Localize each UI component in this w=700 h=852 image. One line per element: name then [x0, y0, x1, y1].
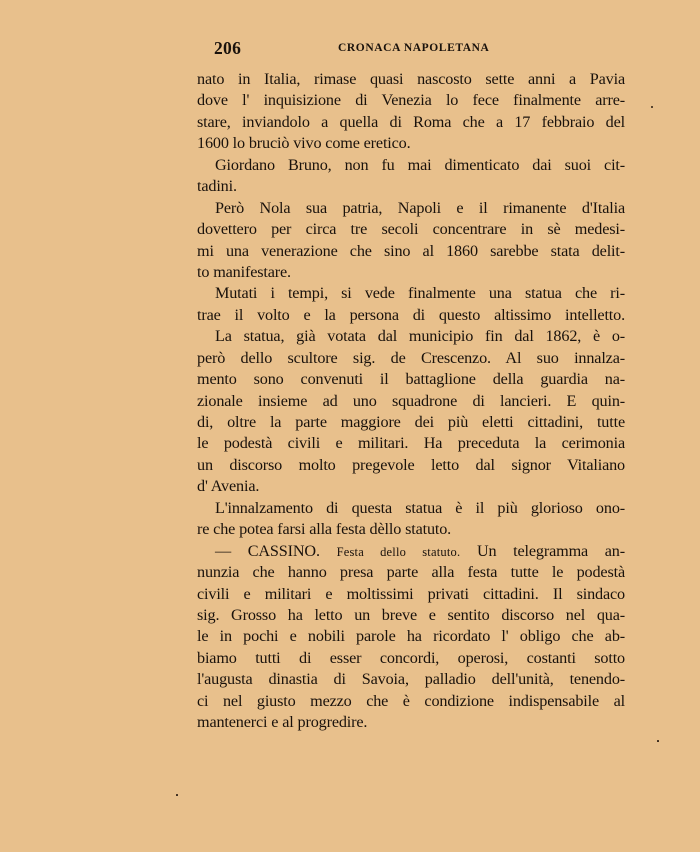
paper-speck	[176, 794, 178, 796]
text-line: un discorso molto pregevole letto dal signor Vitaliano	[197, 455, 625, 474]
text-line: Mutati i tempi, si vede finalmente una statua che ri-	[215, 284, 625, 303]
text-line: zionale insieme ad uno squadrone di lancieri. E quin-	[197, 391, 625, 410]
page-header	[210, 38, 630, 64]
text-line: mantenerci e al progredire.	[197, 713, 368, 732]
text-line: L'innalzamento di questa statua è il più glorioso ono-	[215, 498, 625, 517]
text-line: civili e militari e moltissimi privati cittadini. Il sindaco	[197, 584, 625, 603]
text-line: sig. Grosso ha letto un breve e sentito discorso nel qua-	[197, 605, 625, 624]
text-line: mi una venerazione che sino al 1860 sarebbe stata delit-	[197, 241, 625, 260]
text-line: biamo tutti di esser concordi, operosi, costanti sotto	[197, 648, 625, 667]
text-line: stare, inviandolo a quella di Roma che a 17 febbraio del	[197, 112, 625, 131]
text-line: to manifestare.	[197, 262, 291, 281]
cassino-prefix: — CASSINO.	[215, 541, 337, 560]
text-line: di, oltre la parte maggiore dei più eletti cittadini, tutte	[197, 413, 625, 431]
text-line: d' Avenia.	[197, 477, 260, 496]
text-line: nato in Italia, rimase quasi nascosto sette anni a Pavia	[197, 70, 625, 88]
text-line: Però Nola sua patria, Napoli e il rimanente d'Italia	[215, 198, 625, 217]
text-line: dove l' inquisizione di Venezia lo fece finalmente arre-	[197, 91, 625, 110]
text-line: nunzia che hanno presa parte alla festa tutte le podestà	[197, 563, 625, 582]
text-line: 1600 lo bruciò vivo come eretico.	[197, 134, 411, 153]
festa-statuto-smallcaps: Festa dello statuto.	[336, 544, 461, 559]
text-line: trae il volto e la persona di questo altissimo intelletto.	[197, 305, 625, 324]
paper-speck	[651, 106, 653, 108]
text-line: le podestà civili e militari. Ha preceduta la cerimonia	[197, 434, 625, 453]
text-line: ci nel giusto mezzo che è condizione indispensabile al	[197, 691, 625, 710]
text-line: dovettero per circa tre secoli concentrare in sè medesi-	[197, 220, 625, 239]
text-line: La statua, già votata dal municipio fin dal 1862, è o-	[215, 327, 625, 346]
running-title: CRONACA NAPOLETANA	[338, 42, 490, 54]
page-number: 206	[214, 38, 242, 58]
text-line: mento sono convenuti il battaglione della guardia na-	[197, 370, 625, 389]
text-line: re che potea farsi alla festa dèllo statuto.	[197, 520, 452, 539]
text-line: Giordano Bruno, non fu mai dimenticato dai suoi cit-	[215, 155, 625, 174]
text-line: le in pochi e nobili parole ha ricordato l' obligo che ab-	[197, 627, 625, 646]
text-line: però dello scultore sig. de Crescenzo. Al suo innalza-	[197, 348, 625, 367]
cassino-suffix: Un telegramma an-	[460, 541, 625, 560]
text-line: tadini.	[197, 177, 237, 196]
paper-speck	[657, 740, 659, 742]
text-line: l'augusta dinastia di Savoia, palladio dell'unità, tenendo-	[197, 670, 625, 689]
text-line-cassino	[197, 541, 625, 562]
body-text	[197, 69, 625, 734]
